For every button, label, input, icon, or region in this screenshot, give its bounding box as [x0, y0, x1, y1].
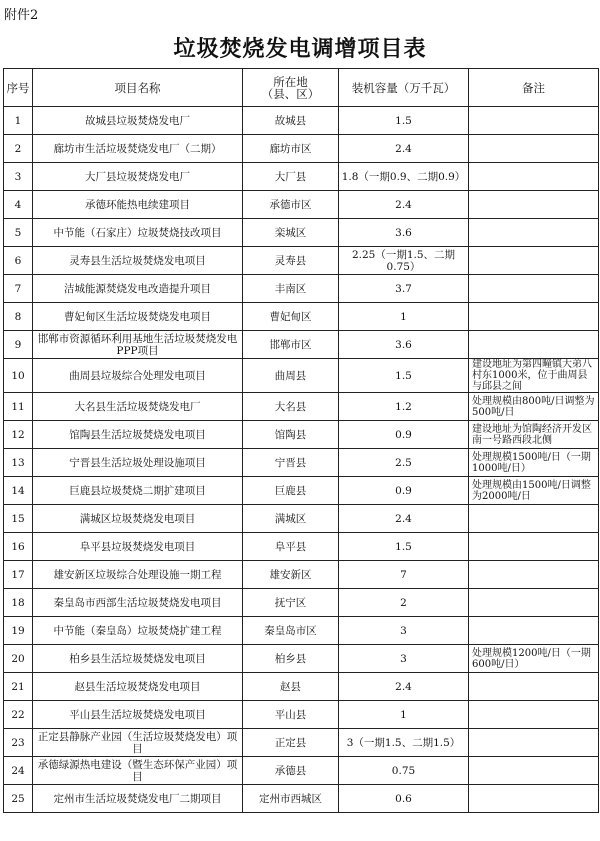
cell-note: [469, 191, 599, 219]
cell-location: 秦皇岛市区: [243, 617, 339, 645]
cell-no: 18: [4, 589, 33, 617]
attachment-label: 附件2: [4, 8, 39, 23]
cell-location: 故城县: [243, 107, 339, 135]
cell-capacity: 3（一期1.5、二期1.5）: [339, 729, 469, 757]
cell-note: 处理规模由1500吨/日调整为2000吨/日: [469, 477, 599, 505]
cell-capacity: 2.4: [339, 673, 469, 701]
cell-no: 19: [4, 617, 33, 645]
table-row: [4, 247, 599, 275]
cell-note: [469, 673, 599, 701]
cell-project-name: 雄安新区垃圾综合处理设施一期工程: [33, 561, 243, 589]
column-header-capacity: 装机容量（万千瓦）: [339, 69, 469, 107]
cell-project-name: 灵寿县生活垃圾焚烧发电项目: [33, 247, 243, 275]
page-title: 垃圾焚烧发电调增项目表: [173, 36, 427, 62]
table-row: [4, 449, 599, 477]
table-row: [4, 589, 599, 617]
cell-capacity: 1: [339, 701, 469, 729]
cell-note: [469, 107, 599, 135]
cell-project-name: 阜平县垃圾焚烧发电项目: [33, 533, 243, 561]
cell-no: 10: [4, 359, 33, 393]
table-row: [4, 505, 599, 533]
cell-capacity: 2.5: [339, 449, 469, 477]
table-row: [4, 331, 599, 359]
table-row: [4, 729, 599, 757]
cell-note: [469, 163, 599, 191]
cell-location: 承德县: [243, 757, 339, 785]
cell-location: 定州市西城区: [243, 785, 339, 813]
cell-no: 3: [4, 163, 33, 191]
cell-note: [469, 303, 599, 331]
cell-project-name: 中节能（秦皇岛）垃圾焚烧扩建工程: [33, 617, 243, 645]
cell-project-name: 洁城能源焚烧发电改造提升项目: [33, 275, 243, 303]
cell-project-name: 承德绿源热电建设（暨生态环保产业园）项目: [33, 757, 243, 785]
cell-note: [469, 589, 599, 617]
cell-note: [469, 533, 599, 561]
table-row: [4, 477, 599, 505]
cell-capacity: 1.5: [339, 359, 469, 393]
cell-location: 抚宁区: [243, 589, 339, 617]
cell-note: [469, 785, 599, 813]
cell-no: 12: [4, 421, 33, 449]
cell-capacity: 2.4: [339, 505, 469, 533]
cell-capacity: 2.4: [339, 191, 469, 219]
cell-location: 曲周县: [243, 359, 339, 393]
cell-capacity: 3.7: [339, 275, 469, 303]
cell-no: 4: [4, 191, 33, 219]
cell-capacity: 0.75: [339, 757, 469, 785]
cell-capacity: 0.6: [339, 785, 469, 813]
table-row: [4, 219, 599, 247]
cell-note: 处理规模1500吨/日（一期1000吨/日）: [469, 449, 599, 477]
cell-no: 22: [4, 701, 33, 729]
cell-no: 23: [4, 729, 33, 757]
cell-project-name: 平山县生活垃圾焚烧发电项目: [33, 701, 243, 729]
cell-note: [469, 331, 599, 359]
cell-no: 1: [4, 107, 33, 135]
cell-project-name: 大名县生活垃圾焚烧发电厂: [33, 393, 243, 421]
cell-no: 21: [4, 673, 33, 701]
cell-capacity: 1.2: [339, 393, 469, 421]
cell-location: 柏乡县: [243, 645, 339, 673]
cell-location: 阜平县: [243, 533, 339, 561]
table-row: [4, 135, 599, 163]
table-row: [4, 421, 599, 449]
cell-location: 宁晋县: [243, 449, 339, 477]
cell-location: 承德市区: [243, 191, 339, 219]
cell-location: 栾城区: [243, 219, 339, 247]
cell-note: [469, 275, 599, 303]
table-row: [4, 359, 599, 393]
cell-project-name: 故城县垃圾焚烧发电厂: [33, 107, 243, 135]
cell-capacity: 1.5: [339, 107, 469, 135]
cell-project-name: 正定县静脉产业园（生活垃圾焚烧发电）项目: [33, 729, 243, 757]
cell-project-name: 廊坊市生活垃圾焚烧发电厂（二期）: [33, 135, 243, 163]
cell-note: 处理规模1200吨/日（一期600吨/日）: [469, 645, 599, 673]
cell-note: [469, 617, 599, 645]
cell-location: 巨鹿县: [243, 477, 339, 505]
cell-note: [469, 505, 599, 533]
cell-location: 大厂县: [243, 163, 339, 191]
table-row: [4, 191, 599, 219]
cell-project-name: 中节能（石家庄）垃圾焚烧技改项目: [33, 219, 243, 247]
column-header-location: 所在地 （县、区）: [243, 69, 339, 107]
cell-capacity: 2.4: [339, 135, 469, 163]
cell-project-name: 宁晋县生活垃圾处理设施项目: [33, 449, 243, 477]
cell-note: 处理规模由800吨/日调整为500吨/日: [469, 393, 599, 421]
table-row: [4, 701, 599, 729]
table-row: [4, 785, 599, 813]
cell-capacity: 3: [339, 645, 469, 673]
table-row: [4, 561, 599, 589]
cell-project-name: 赵县生活垃圾焚烧发电项目: [33, 673, 243, 701]
table-row: [4, 393, 599, 421]
cell-no: 17: [4, 561, 33, 589]
cell-capacity: 2: [339, 589, 469, 617]
cell-capacity: 1.8（一期0.9、二期0.9）: [339, 163, 469, 191]
cell-no: 24: [4, 757, 33, 785]
cell-note: 建设地址为馆陶经济开发区南一号路西段北侧: [469, 421, 599, 449]
cell-location: 平山县: [243, 701, 339, 729]
cell-no: 8: [4, 303, 33, 331]
cell-note: [469, 561, 599, 589]
cell-capacity: 1: [339, 303, 469, 331]
table-row: [4, 617, 599, 645]
cell-location: 邯郸市区: [243, 331, 339, 359]
cell-location: 正定县: [243, 729, 339, 757]
cell-no: 5: [4, 219, 33, 247]
cell-note: [469, 135, 599, 163]
cell-project-name: 曲周县垃圾综合处理发电项目: [33, 359, 243, 393]
column-header-note: 备注: [469, 69, 599, 107]
table-row: [4, 673, 599, 701]
cell-note: [469, 701, 599, 729]
cell-note: [469, 247, 599, 275]
table-row: [4, 533, 599, 561]
cell-no: 20: [4, 645, 33, 673]
cell-project-name: 秦皇岛市西部生活垃圾焚烧发电项目: [33, 589, 243, 617]
cell-note: [469, 757, 599, 785]
cell-location: 赵县: [243, 673, 339, 701]
table-row: [4, 303, 599, 331]
cell-note: [469, 729, 599, 757]
cell-project-name: 大厂县垃圾焚烧发电厂: [33, 163, 243, 191]
cell-capacity: 3: [339, 617, 469, 645]
table-header-row: [4, 69, 599, 107]
cell-note: [469, 219, 599, 247]
cell-project-name: 承德环能热电续建项目: [33, 191, 243, 219]
table-row: [4, 163, 599, 191]
cell-location: 曹妃甸区: [243, 303, 339, 331]
cell-no: 9: [4, 331, 33, 359]
table-row: [4, 107, 599, 135]
column-header-name: 项目名称: [33, 69, 243, 107]
cell-project-name: 邯郸市资源循环利用基地生活垃圾焚烧发电PPP项目: [33, 331, 243, 359]
cell-capacity: 7: [339, 561, 469, 589]
table-row: [4, 645, 599, 673]
cell-location: 馆陶县: [243, 421, 339, 449]
cell-capacity: 2.25（一期1.5、二期0.75）: [339, 247, 469, 275]
cell-location: 满城区: [243, 505, 339, 533]
cell-capacity: 3.6: [339, 331, 469, 359]
table-row: [4, 757, 599, 785]
cell-location: 灵寿县: [243, 247, 339, 275]
cell-project-name: 馆陶县生活垃圾焚烧发电项目: [33, 421, 243, 449]
cell-project-name: 巨鹿县垃圾焚烧二期扩建项目: [33, 477, 243, 505]
cell-no: 16: [4, 533, 33, 561]
cell-project-name: 定州市生活垃圾焚烧发电厂二期项目: [33, 785, 243, 813]
cell-project-name: 柏乡县生活垃圾焚烧发电项目: [33, 645, 243, 673]
cell-note: 建设地址为第四疃镇大弟八村东1000米，位于曲周县与邱县之间: [469, 359, 599, 393]
cell-no: 6: [4, 247, 33, 275]
cell-location: 雄安新区: [243, 561, 339, 589]
project-table: [3, 68, 599, 813]
cell-no: 11: [4, 393, 33, 421]
cell-location: 丰南区: [243, 275, 339, 303]
cell-project-name: 满城区垃圾焚烧发电项目: [33, 505, 243, 533]
cell-project-name: 曹妃甸区生活垃圾焚烧发电项目: [33, 303, 243, 331]
cell-capacity: 1.5: [339, 533, 469, 561]
cell-no: 14: [4, 477, 33, 505]
cell-location: 廊坊市区: [243, 135, 339, 163]
column-header-no: 序号: [4, 69, 33, 107]
cell-no: 15: [4, 505, 33, 533]
cell-no: 13: [4, 449, 33, 477]
cell-capacity: 3.6: [339, 219, 469, 247]
cell-no: 2: [4, 135, 33, 163]
cell-no: 7: [4, 275, 33, 303]
cell-capacity: 0.9: [339, 421, 469, 449]
table-row: [4, 275, 599, 303]
cell-no: 25: [4, 785, 33, 813]
cell-location: 大名县: [243, 393, 339, 421]
cell-capacity: 0.9: [339, 477, 469, 505]
